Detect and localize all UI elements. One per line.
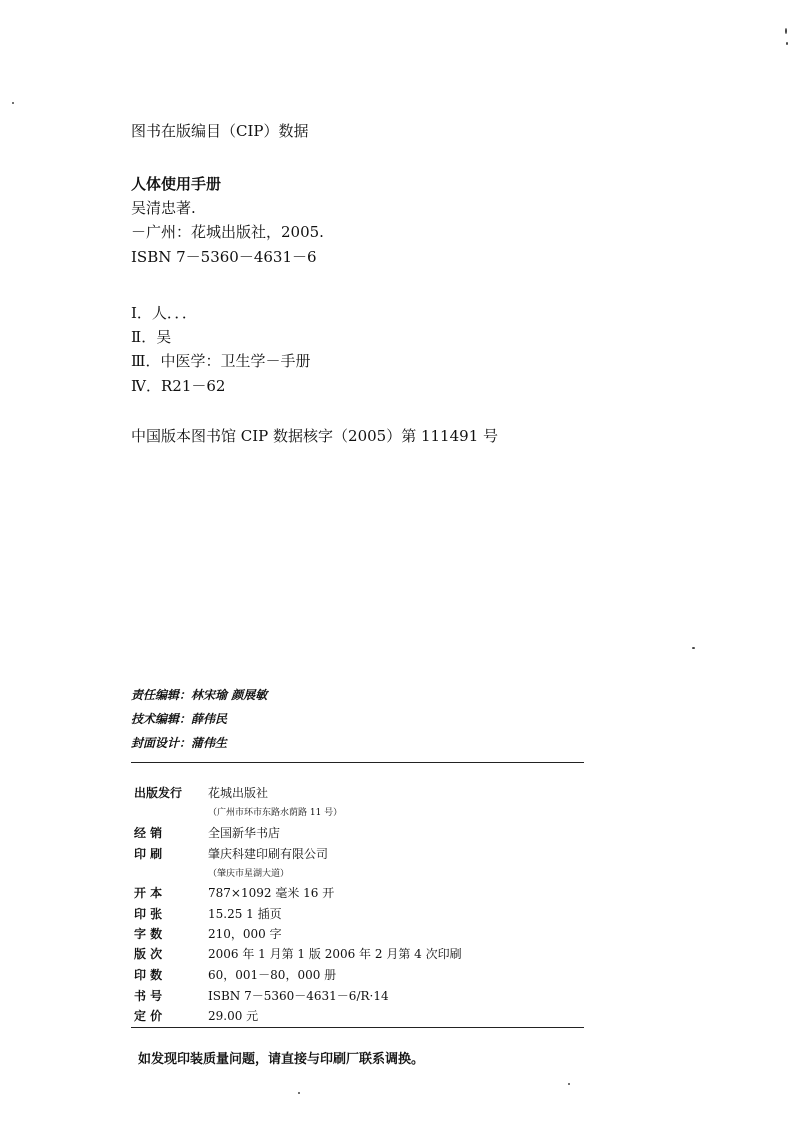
- cip-number: 中国版本图书馆 CIP 数据核字（2005）第 111491 号: [131, 427, 499, 445]
- pub-value-distributor: 全国新华书店: [208, 826, 281, 840]
- pub-label-printer: 印 刷: [134, 847, 163, 861]
- pub-value-sheets: 15.25 1 插页: [208, 907, 282, 921]
- classification-4: Ⅳ．R21－62: [131, 377, 226, 395]
- divider-bottom: [131, 1027, 584, 1028]
- pub-label-distributor: 经 销: [134, 826, 163, 840]
- isbn-line: ISBN 7－5360－4631－6: [131, 248, 317, 266]
- classification-2: Ⅱ．吴: [131, 328, 172, 346]
- pub-value-edition: 2006 年 1 月第 1 版 2006 年 2 月第 4 次印刷: [208, 947, 462, 961]
- credit-value: 薛伟民: [191, 712, 228, 726]
- scan-speck: [785, 28, 787, 34]
- pub-value-wordcount: 210，000 字: [208, 927, 282, 941]
- credit-value: 蒲伟生: [191, 736, 228, 750]
- pub-label-wordcount: 字 数: [134, 927, 163, 941]
- cip-heading: 图书在版编目（CIP）数据: [131, 122, 309, 140]
- pub-label-edition: 版 次: [134, 947, 163, 961]
- credit-row-technical: [131, 710, 227, 727]
- classification-3: Ⅲ．中医学：卫生学－手册: [131, 352, 311, 370]
- scan-speck: [12, 102, 14, 104]
- pub-value-printer: 肇庆科建印刷有限公司: [208, 847, 329, 861]
- scan-speck: [298, 1092, 300, 1094]
- pub-label-printrun: 印 数: [134, 968, 163, 982]
- credit-label: 封面设计：: [131, 736, 192, 750]
- classification-1: Ⅰ．人．．．: [131, 304, 197, 322]
- divider-top: [131, 762, 584, 763]
- credit-row-cover: [131, 734, 227, 751]
- credit-label: 责任编辑：: [131, 688, 192, 702]
- pub-note-publisher: （广州市环市东路水荫路 11 号）: [208, 808, 343, 818]
- author-line: 吴清忠著.: [131, 199, 196, 217]
- pub-label-sheets: 印 张: [134, 907, 163, 921]
- credit-row-editor: [131, 686, 267, 703]
- scan-speck: [692, 647, 695, 649]
- pub-value-printrun: 60，001－80，000 册: [208, 968, 337, 982]
- pub-label-publisher: 出版发行: [134, 786, 183, 800]
- publisher-line: －广州：花城出版社，2005.: [131, 223, 324, 241]
- pub-note-printer: （肇庆市星湖大道）: [208, 869, 290, 879]
- pub-value-format: 787×1092 毫米 16 开: [208, 886, 335, 900]
- credit-label: 技术编辑：: [131, 712, 192, 726]
- scan-speck: [568, 1083, 570, 1085]
- quality-notice: 如发现印装质量问题，请直接与印刷厂联系调换。: [138, 1052, 425, 1067]
- credit-value: 林宋瑜 颜展敏: [191, 688, 268, 702]
- pub-label-isbn: 书 号: [134, 989, 163, 1003]
- pub-label-price: 定 价: [134, 1009, 163, 1023]
- pub-label-format: 开 本: [134, 886, 163, 900]
- pub-value-publisher: 花城出版社: [208, 786, 269, 800]
- pub-value-price: 29.00 元: [208, 1009, 259, 1023]
- book-title: 人体使用手册: [131, 175, 222, 193]
- scan-speck: [786, 42, 788, 45]
- pub-value-isbn: ISBN 7－5360－4631－6/R·14: [208, 989, 389, 1003]
